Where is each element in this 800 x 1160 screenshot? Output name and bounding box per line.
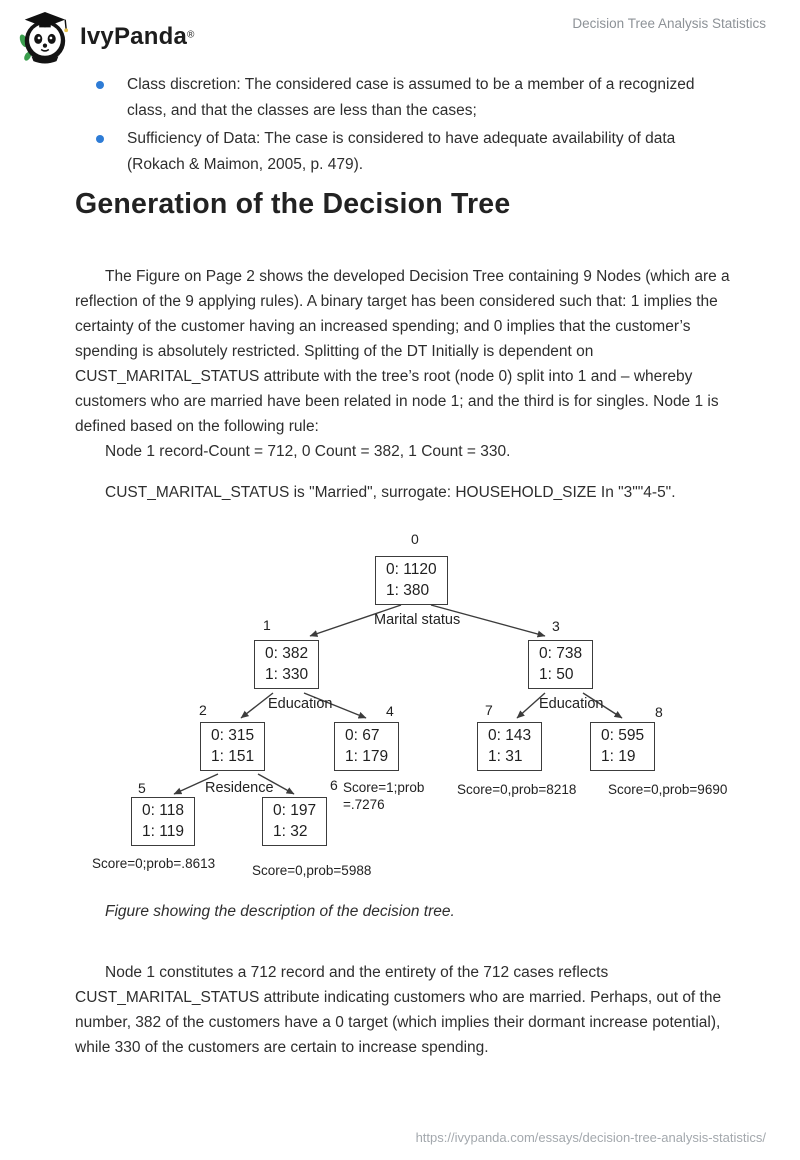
tree-node-2 (200, 722, 265, 771)
section-heading: Generation of the Decision Tree (75, 188, 511, 220)
list-item (75, 72, 725, 124)
bullet-icon (96, 135, 104, 143)
node-count-line: 0: 1120 (386, 561, 437, 578)
node-count-line: 1: 50 (539, 666, 574, 683)
node-count-line: 1: 179 (345, 748, 389, 765)
score-annotation-node-4: Score=1;prob =.7276 (343, 780, 425, 812)
edge-label-marital-status: Marital status (374, 612, 461, 628)
node-8-label: 8 (655, 704, 663, 720)
node-count-line: 1: 119 (142, 823, 184, 840)
tree-node-3 (528, 640, 593, 689)
node-count-line: 0: 738 (539, 645, 583, 662)
tree-node-7 (477, 722, 542, 771)
score-annotation-node-6: Score=0,prob=5988 (252, 863, 372, 878)
node-count-line: 0: 315 (211, 727, 255, 744)
node-count-line: 1: 32 (273, 823, 308, 840)
edge-label-residence: Residence (205, 780, 274, 796)
document-header-title: Decision Tree Analysis Statistics (572, 16, 766, 31)
ivypanda-logo-icon (18, 10, 70, 64)
registered-mark: ® (187, 29, 195, 41)
node-count-line: 1: 31 (488, 748, 523, 765)
brand-text: IvyPanda (80, 23, 187, 50)
node-3-label: 3 (552, 618, 560, 634)
score-annotation-node-8: Score=0,prob=9690 (608, 782, 728, 797)
node-7-label: 7 (485, 702, 493, 718)
rule-line: Node 1 record-Count = 712, 0 Count = 382, 1 Count = 330. (105, 443, 511, 460)
node-5-label: 5 (138, 780, 146, 796)
node-count-line: 0: 67 (345, 727, 380, 744)
tree-node-6 (262, 797, 327, 846)
node-count-line: 1: 19 (601, 748, 636, 765)
edge-label-education-left: Education (268, 696, 333, 712)
brand (18, 10, 194, 64)
node-count-line: 1: 330 (265, 666, 309, 683)
node-1-label: 1 (263, 617, 271, 633)
node-6-label: 6 (330, 777, 338, 793)
node-count-line: 0: 382 (265, 645, 309, 662)
score-annotation-node-7: Score=0,prob=8218 (457, 782, 577, 797)
node-count-line: 0: 197 (273, 802, 317, 819)
tree-node-8 (590, 722, 655, 771)
node-count-line: 0: 118 (142, 802, 184, 819)
brand-name (80, 23, 194, 51)
node-0-label: 0 (411, 531, 419, 547)
node-count-line: 0: 143 (488, 727, 532, 744)
edge-label-education-right: Education (539, 696, 604, 712)
rule-line: CUST_MARITAL_STATUS is "Married", surrogate: HOUSEHOLD_SIZE In "3""4-5". (105, 484, 676, 501)
bullet-icon (96, 81, 104, 89)
bullet-text: Class discretion: The considered case is assumed to be a member of a recognized class, and that the classes are less than the cases; (127, 76, 695, 119)
tree-node-4 (334, 722, 399, 771)
node-count-line: 0: 595 (601, 727, 645, 744)
node-2-label: 2 (199, 702, 207, 718)
bullet-text: Sufficiency of Data: The case is considered to have adequate availability of data (Rokach & Maimon, 2005, p. 479). (127, 130, 676, 173)
list-item (75, 126, 725, 178)
footer-source-link[interactable]: https://ivypanda.com/essays/decision-tree-analysis-statistics/ (415, 1130, 766, 1145)
decision-tree-figure (75, 530, 755, 892)
node-4-label: 4 (386, 703, 394, 719)
node-count-line: 1: 380 (386, 582, 430, 599)
bullet-list (75, 72, 725, 180)
score-annotation-node-5: Score=0;prob=.8613 (92, 856, 216, 871)
body-paragraph: The Figure on Page 2 shows the developed Decision Tree containing 9 Nodes (which are a reflection of the 9 applying rules). A binary target has been considered such that: 1 implies the certainty of the customer having an increased spending; and 0 implies that the customer’s spending is absolutely restricted. Splitting of the DT Initially is dependent on CUST_MARITAL_STATUS attribute with the tree’s root (node 0) split into 1 and – whereby customers who are married have been related in node 1; and the third is for singles. Node 1 is defined based on the following rule: (75, 267, 730, 435)
body-paragraph: Node 1 constitutes a 712 record and the entirety of the 712 cases reflects CUST_MARITAL_STATUS attribute indicating customers who are married. Perhaps, out of the number, 382 of the customers have a 0 target (which implies their dormant increase potential), while 330 of the customers are certain to increase spending. (75, 963, 722, 1056)
figure-caption: Figure showing the description of the decision tree. (105, 903, 455, 920)
tree-node-5 (131, 797, 195, 846)
node-count-line: 1: 151 (211, 748, 255, 765)
tree-node-0 (375, 556, 448, 605)
tree-node-1 (254, 640, 319, 689)
